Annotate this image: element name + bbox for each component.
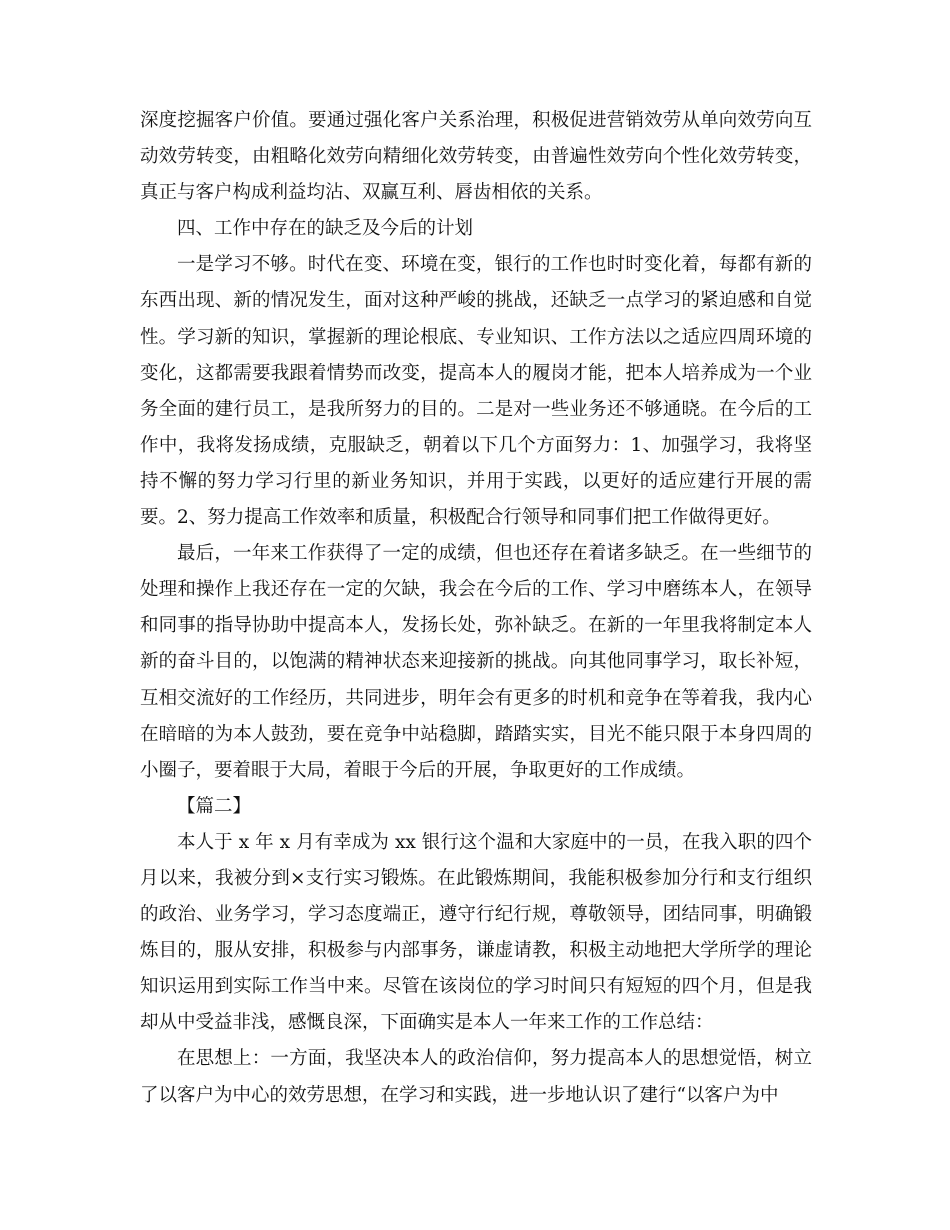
paragraph-ideology: 在思想上：一方面，我坚决本人的政治信仰，努力提高本人的思想觉悟，树立了以客户为中心的效劳思想，在学习和实践，进一步地认识了建行“以客户为中 bbox=[140, 1048, 812, 1106]
document-page bbox=[140, 103, 812, 1114]
paragraph-customer-value: 深度挖掘客户价值。要通过强化客户关系治理，积极促进营销效劳从单向效劳向互动效劳转变，由粗略化效劳向精细化效劳转变，由普遍性效劳向个性化效劳转变，真正与客户构成利益均沾、双赢互利、唇齿相依的关系。 bbox=[140, 110, 812, 204]
paragraph-conclusion: 最后，一年来工作获得了一定的成绩，但也还存在着诸多缺乏。在一些细节的处理和操作上我还存在一定的欠缺，我会在今后的工作、学习中磨练本人，在领导和同事的指导协助中提高本人，发扬长处，弥补缺乏。在新的一年里我将制定本人新的奋斗目的，以饱满的精神状态来迎接新的挑战。向其他同事学习，取长补短，互相交流好的工作经历，共同进步，明年会有更多的时机和竞争在等着我，我内心在暗暗的为本人鼓劲，要在竞争中站稳脚，踏踏实实，目光不能只限于本身四周的小圈子，要着眼于大局，着眼于今后的开展，争取更好的工作成绩。 bbox=[140, 543, 812, 781]
paragraph-joining-bank: 本人于 x 年 x 月有幸成为 xx 银行这个温和大家庭中的一员，在我入职的四个月以来，我被分到×支行实习锻炼。在此锻炼期间，我能积极参加分行和支行组织的政治、业务学习，学习态度端正，遵守行纪行规，尊敬领导，团结同事，明确锻炼目的，服从安排，积极参与内部事务，谦虚请教，积极主动地把大学所学的理论知识运用到实际工作当中来。尽管在该岗位的学习时间只有短短的四个月，但是我却从中受益非浅，感慨良深，下面确实是本人一年来工作的工作总结： bbox=[140, 831, 812, 1034]
section-heading-part-two: 【篇二】 bbox=[177, 795, 252, 817]
paragraph-learning-insufficient: 一是学习不够。时代在变、环境在变，银行的工作也时时变化着，每都有新的东西出现、新的情况发生，面对这种严峻的挑战，还缺乏一点学习的紧迫感和自觉性。学习新的知识，掌握新的理论根底、专业知识、工作方法以之适应四周环境的变化，这都需要我跟着情势而改变，提高本人的履岗才能，把本人培养成为一个业务全面的建行员工，是我所努力的目的。二是对一些业务还不够通晓。在今后的工作中，我将发扬成绩，克服缺乏，朝着以下几个方面努力：1、加强学习，我将坚持不懈的努力学习行里的新业务知识，并用于实践，以更好的适应建行开展的需要。2、努力提高工作效率和质量，积极配合行领导和同事们把工作做得更好。 bbox=[140, 254, 812, 529]
section-heading-shortcomings-plan: 四、工作中存在的缺乏及今后的计划 bbox=[177, 218, 474, 240]
